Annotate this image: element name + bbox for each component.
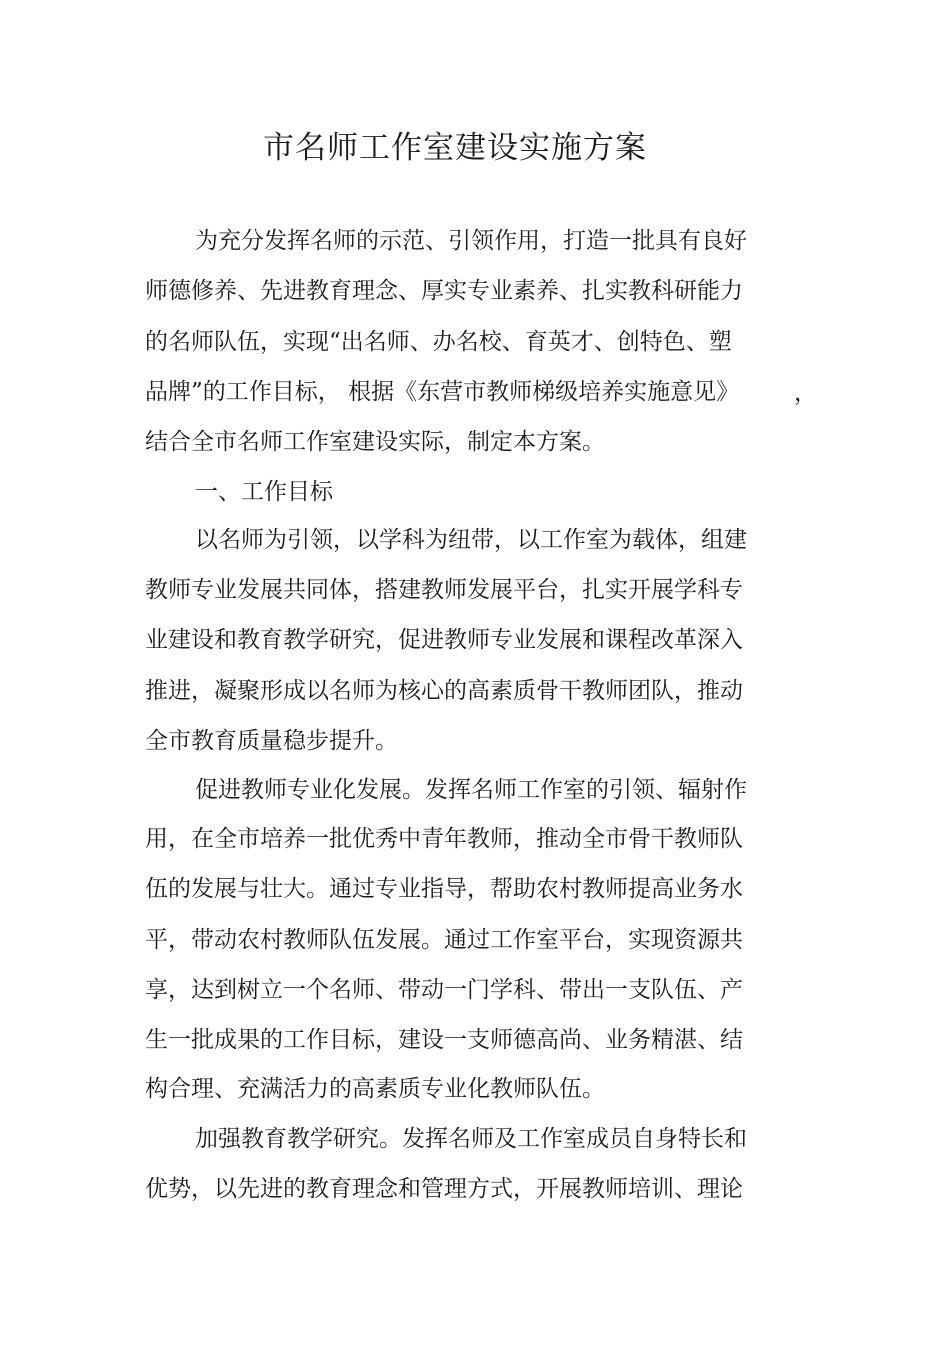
paragraph-line: 加强教育教学研究。发挥名师及工作室成员自身特长和 [195,1126,747,1152]
paragraph-line: 以名师为引领，以学科为纽带，以工作室为载体，组建 [195,527,747,553]
paragraph-line: 教师专业发展共同体，搭建教师发展平台，扎实开展学科专 [145,577,743,603]
paragraph-line: 用，在全市培养一批优秀中青年教师，推动全市骨干教师队 [145,826,743,852]
paragraph-line: 促进教师专业化发展。发挥名师工作室的引领、辐射作 [195,777,747,803]
paragraph-line: 伍的发展与壮大。通过专业指导，帮助农村教师提高业务水 [145,876,743,902]
paragraph-line: 的名师队伍，实现“出名师、办名校、育英才、创特色、塑 [145,329,732,355]
paragraph-line: 享，达到树立一个名师、带动一门学科、带出一支队伍、产 [145,977,743,1003]
paragraph-line: 优势，以先进的教育理念和管理方式，开展教师培训、理论 [145,1176,743,1202]
paragraph-line: 推进，凝聚形成以名师为核心的高素质骨干教师团队，推动 [145,678,743,704]
paragraph-line: 生一批成果的工作目标，建设一支师德高尚、业务精湛、结 [145,1027,743,1053]
paragraph-line: 业建设和教育教学研究，促进教师专业发展和课程改革深入 [145,627,743,653]
paragraph-line: 全市教育质量稳步提升。 [145,728,398,754]
paragraph-line: 平，带动农村教师队伍发展。通过工作室平台，实现资源共 [145,927,743,953]
document-title: 市名师工作室建设实施方案 [263,130,647,166]
paragraph-line: 师德修养、先进教育理念、厚实专业素养、扎实教科研能力 [145,278,743,304]
stray-comma: ， [794,380,817,406]
paragraph-line: 为充分发挥名师的示范、引领作用，打造一批具有良好 [195,228,747,254]
paragraph-line: 结合全市名师工作室建设实际，制定本方案。 [145,429,605,455]
paragraph-line: 品牌”的工作目标， 根据《东营市教师梯级培养实施意见》 [145,379,740,405]
paragraph-line: 构合理、充满活力的高素质专业化教师队伍。 [145,1076,605,1102]
section-heading: 一、工作目标 [195,479,333,505]
